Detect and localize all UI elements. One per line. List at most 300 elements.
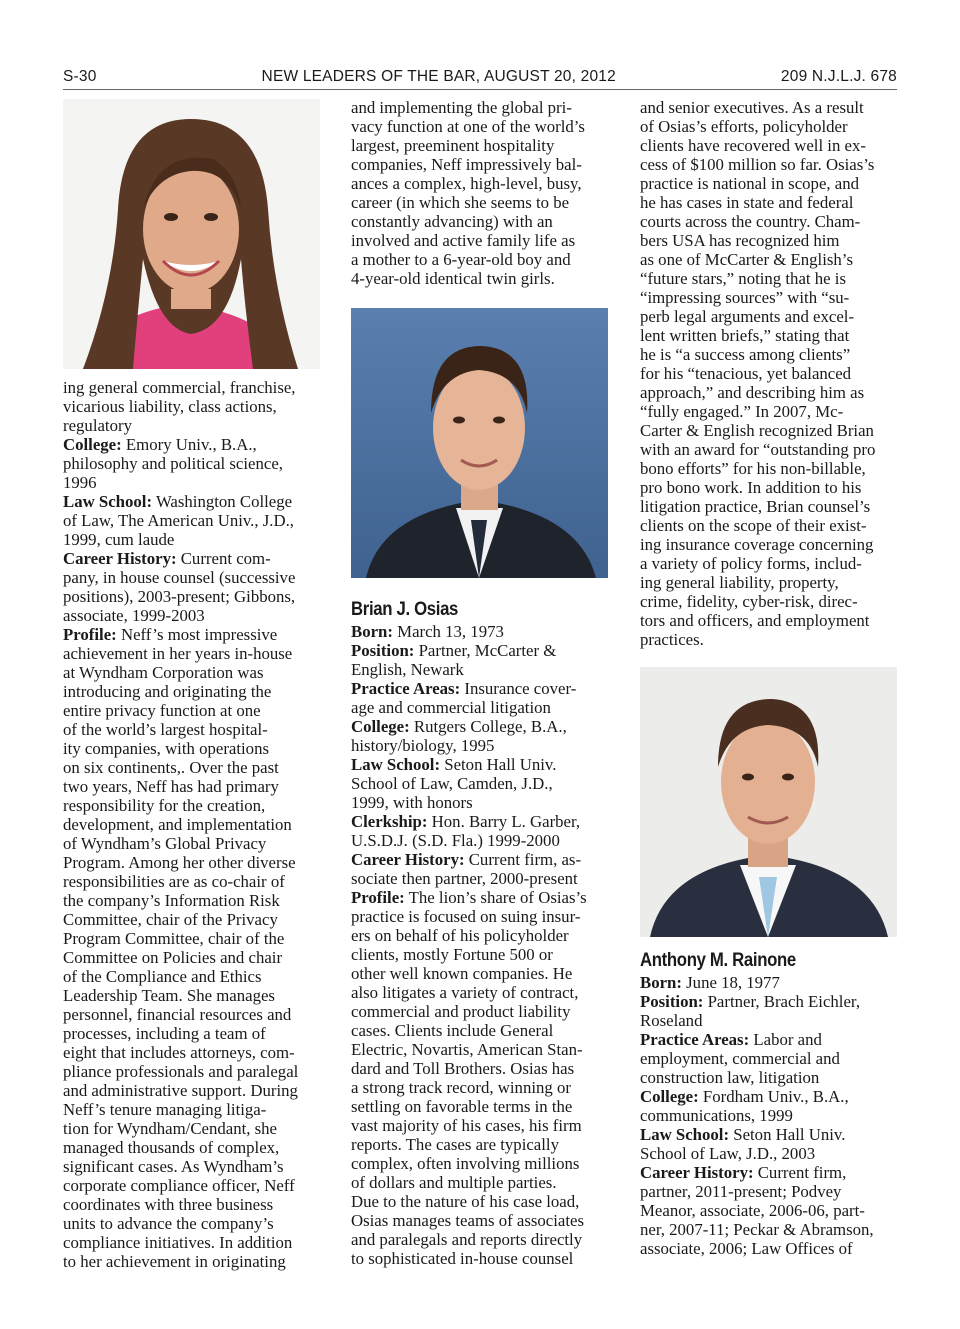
text-line [351, 136, 613, 155]
line-text: two years, Neff has had primary [63, 777, 279, 796]
line-text: regulatory [63, 416, 132, 435]
text-line [351, 964, 613, 983]
text-line [640, 383, 902, 402]
osias-name: Brian J. Osias [351, 598, 459, 620]
field-label: Practice Areas: [351, 679, 461, 698]
line-text: Meanor, associate, 2006-06, part- [640, 1201, 865, 1220]
text-line [640, 973, 902, 992]
text-line [63, 1119, 325, 1138]
line-text: a mother to a 6-year-old boy and [351, 250, 571, 269]
line-text: managed thousands of complex, [63, 1138, 280, 1157]
text-line [63, 663, 325, 682]
line-text: Washington College [152, 492, 293, 511]
line-text: approach,” and describing him as [640, 383, 865, 402]
line-text: history/biology, 1995 [351, 736, 495, 755]
text-line [63, 1081, 325, 1100]
line-text: Leadership Team. She manages [63, 986, 275, 1005]
text-line [351, 1249, 613, 1268]
line-text: and senior executives. As a result [640, 98, 864, 117]
text-line [63, 929, 325, 948]
text-line [63, 1157, 325, 1176]
line-text: involved and active family life as [351, 231, 576, 250]
text-line [351, 983, 613, 1002]
text-line [351, 1040, 613, 1059]
text-line [63, 511, 325, 530]
field-label: Position: [351, 641, 415, 660]
text-line [640, 364, 902, 383]
line-text: vast majority of his cases, his firm [351, 1116, 582, 1135]
text-line [63, 986, 325, 1005]
text-line [351, 212, 613, 231]
neff-portrait [63, 99, 320, 369]
text-line [640, 231, 902, 250]
text-line [63, 701, 325, 720]
line-text: of the world’s largest hospital- [63, 720, 268, 739]
text-line [63, 967, 325, 986]
line-text: as one of McCarter & English’s [640, 250, 853, 269]
text-line [351, 1097, 613, 1116]
osias-bio [351, 598, 613, 1268]
text-line [63, 416, 325, 435]
text-line [640, 326, 902, 345]
line-text: Current firm, as- [464, 850, 582, 869]
text-line [640, 174, 902, 193]
field-label: College: [63, 435, 122, 454]
line-text: at Wyndham Corporation was [63, 663, 264, 682]
column-2-top-text [351, 98, 613, 288]
field-label: Law School: [640, 1125, 730, 1144]
text-line [640, 421, 902, 440]
line-text: “future stars,” noting that he is [640, 269, 846, 288]
line-text: Electric, Novartis, American Stan- [351, 1040, 583, 1059]
text-line [351, 269, 613, 288]
page-number: S-30 [63, 68, 97, 85]
line-text: Seton Hall Univ. [729, 1125, 846, 1144]
text-line [640, 288, 902, 307]
text-line [63, 758, 325, 777]
line-text: career (in which she seems to be [351, 193, 570, 212]
text-line [351, 717, 613, 736]
line-text: ers on behalf of his policyholder [351, 926, 569, 945]
line-text: achievement in her years in-house [63, 644, 293, 663]
line-text: units to advance the company’s [63, 1214, 274, 1233]
text-line [351, 831, 613, 850]
line-text: School of Law, J.D., 2003 [640, 1144, 816, 1163]
line-text: development, and implementation [63, 815, 292, 834]
line-text: Program Committee, chair of the [63, 929, 285, 948]
text-line [351, 1002, 613, 1021]
text-line [63, 473, 325, 492]
line-text: he is “a success among clients” [640, 345, 851, 364]
line-text: ity companies, with operations [63, 739, 269, 758]
text-line [640, 98, 902, 117]
text-line [351, 869, 613, 888]
line-text: clients have recovered well in ex- [640, 136, 866, 155]
line-text: “impressing sources” with “su- [640, 288, 850, 307]
line-text: employment, commercial and [640, 1049, 840, 1068]
text-line [63, 530, 325, 549]
line-text: tion for Wyndham/Cendant, she [63, 1119, 278, 1138]
text-line [63, 739, 325, 758]
text-line [351, 1116, 613, 1135]
rainone-name: Anthony M. Rainone [640, 949, 796, 971]
line-text: practices. [640, 630, 704, 649]
line-text: Osias manages teams of associates [351, 1211, 585, 1230]
line-text: he has cases in state and federal [640, 193, 854, 212]
rainone-bio [640, 949, 902, 1258]
text-line [640, 1239, 902, 1258]
line-text: 1999, cum laude [63, 530, 175, 549]
line-text: crime, fidelity, cyber-risk, direc- [640, 592, 858, 611]
line-text: bono efforts” for his non-billable, [640, 459, 866, 478]
line-text: eight that includes attorneys, com- [63, 1043, 295, 1062]
neff-photo [63, 99, 320, 369]
text-line [640, 136, 902, 155]
line-text: ing general commercial, franchise, [63, 378, 296, 397]
line-text: Hon. Barry L. Garber, [427, 812, 581, 831]
line-text: associate, 2006; Law Offices of [640, 1239, 853, 1258]
text-line [351, 98, 613, 117]
text-line [640, 1144, 902, 1163]
line-text: lent written briefs,” stating that [640, 326, 850, 345]
line-text: practice is national in scope, and [640, 174, 860, 193]
text-line [351, 1230, 613, 1249]
osias-portrait [351, 308, 608, 578]
field-label: Law School: [63, 492, 153, 511]
line-text: 1999, with honors [351, 793, 473, 812]
text-line [351, 945, 613, 964]
line-text: responsibility for the creation, [63, 796, 266, 815]
line-text: tors and officers, and employment [640, 611, 870, 630]
text-line [351, 774, 613, 793]
field-label: Career History: [63, 549, 177, 568]
text-line [351, 1078, 613, 1097]
line-text: Insurance cover- [460, 679, 577, 698]
text-line [63, 1043, 325, 1062]
text-line [63, 625, 325, 644]
text-line [63, 1214, 325, 1233]
text-line [640, 1220, 902, 1239]
line-text: Program. Among her other diverse [63, 853, 296, 872]
line-text: reports. The cases are typically [351, 1135, 559, 1154]
line-text: 4-year-old identical twin girls. [351, 269, 555, 288]
line-text: processes, including a team of [63, 1024, 266, 1043]
line-text: sociate then partner, 2000-present [351, 869, 578, 888]
line-text: with an award for “outstanding pro [640, 440, 876, 459]
line-text: U.S.D.J. (S.D. Fla.) 1999-2000 [351, 831, 560, 850]
text-line [63, 682, 325, 701]
text-line [640, 992, 902, 1011]
text-line [351, 193, 613, 212]
line-text: ances a complex, high-level, busy, [351, 174, 582, 193]
line-text: construction law, litigation [640, 1068, 820, 1087]
line-text: ing general liability, property, [640, 573, 839, 592]
text-line [640, 1011, 902, 1030]
text-line [351, 736, 613, 755]
text-line [640, 250, 902, 269]
column-3-top-text [640, 98, 902, 649]
osias-photo [351, 308, 608, 578]
text-line [640, 497, 902, 516]
line-text: perb legal arguments and excel- [640, 307, 855, 326]
text-line [63, 1176, 325, 1195]
line-text: corporate compliance officer, Neff [63, 1176, 295, 1195]
line-text: a strong track record, winning or [351, 1078, 571, 1097]
line-text: introducing and originating the [63, 682, 272, 701]
line-text: a variety of policy forms, includ- [640, 554, 862, 573]
text-line [640, 1182, 902, 1201]
line-text: dard and Toll Brothers. Osias has [351, 1059, 575, 1078]
text-line [640, 611, 902, 630]
field-label: College: [640, 1087, 699, 1106]
line-text: Committee, chair of the Privacy [63, 910, 278, 929]
line-text: age and commercial litigation [351, 698, 551, 717]
text-line [63, 872, 325, 891]
text-line [640, 1106, 902, 1125]
text-line [640, 1201, 902, 1220]
text-line [640, 212, 902, 231]
line-text: associate, 1999-2003 [63, 606, 205, 625]
text-line [351, 1021, 613, 1040]
text-line [351, 174, 613, 193]
line-text: June 18, 1977 [681, 973, 780, 992]
text-line [640, 402, 902, 421]
text-line [640, 573, 902, 592]
text-line [640, 193, 902, 212]
text-line [63, 1252, 325, 1271]
line-text: cess of $100 million so far. Osias’s [640, 155, 875, 174]
text-line [351, 1059, 613, 1078]
text-line [351, 755, 613, 774]
line-text: Labor and [749, 1030, 822, 1049]
text-line [640, 1163, 902, 1182]
text-line [640, 554, 902, 573]
text-line [351, 155, 613, 174]
line-text: Due to the nature of his case load, [351, 1192, 580, 1211]
text-line [351, 850, 613, 869]
field-label: Practice Areas: [640, 1030, 750, 1049]
column-1-text [63, 378, 325, 1271]
text-line [640, 630, 902, 649]
line-text: on six continents,. Over the past [63, 758, 279, 777]
line-text: philosophy and political science, [63, 454, 283, 473]
text-line [351, 679, 613, 698]
text-line [63, 948, 325, 967]
line-text: entire privacy function at one [63, 701, 261, 720]
text-line [63, 587, 325, 606]
text-line [351, 1173, 613, 1192]
text-line [351, 1192, 613, 1211]
text-line [351, 888, 613, 907]
text-line [640, 1030, 902, 1049]
line-text: Current com- [176, 549, 271, 568]
text-line [63, 397, 325, 416]
line-text: constantly advancing) with an [351, 212, 553, 231]
rainone-portrait [640, 667, 897, 937]
line-text: and administrative support. During [63, 1081, 298, 1100]
text-line [351, 622, 613, 641]
line-text: clients, mostly Fortune 500 or [351, 945, 553, 964]
line-text: “fully engaged.” In 2007, Mc- [640, 402, 844, 421]
line-text: 1996 [63, 473, 97, 492]
text-line [63, 492, 325, 511]
text-line [351, 926, 613, 945]
text-line [63, 815, 325, 834]
text-line [640, 440, 902, 459]
text-line [63, 1233, 325, 1252]
text-line [63, 1138, 325, 1157]
line-text: to sophisticated in-house counsel [351, 1249, 574, 1268]
line-text: of Wyndham’s Global Privacy [63, 834, 267, 853]
text-line [63, 891, 325, 910]
text-line [640, 478, 902, 497]
line-text: Fordham Univ., B.A., [698, 1087, 849, 1106]
line-text: of Law, The American Univ., J.D., [63, 511, 294, 530]
text-line [63, 644, 325, 663]
line-text: courts across the country. Cham- [640, 212, 861, 231]
line-text: cases. Clients include General [351, 1021, 554, 1040]
text-line [640, 155, 902, 174]
line-text: and paralegals and reports directly [351, 1230, 583, 1249]
text-line [63, 1024, 325, 1043]
line-text: for his “tenacious, yet balanced [640, 364, 852, 383]
line-text: vicarious liability, class actions, [63, 397, 277, 416]
text-line [63, 796, 325, 815]
text-line [640, 307, 902, 326]
citation: 209 N.J.L.J. 678 [780, 68, 897, 85]
line-text: personnel, financial resources and [63, 1005, 292, 1024]
line-text: partner, 2011-present; Podvey [640, 1182, 842, 1201]
line-text: companies, Neff impressively bal- [351, 155, 582, 174]
line-text: compliance initiatives. In addition [63, 1233, 293, 1252]
text-line [640, 592, 902, 611]
line-text: complex, often involving millions [351, 1154, 580, 1173]
line-text: Seton Hall Univ. [440, 755, 557, 774]
line-text: March 13, 1973 [392, 622, 504, 641]
field-label: Career History: [640, 1163, 754, 1182]
text-line [640, 345, 902, 364]
text-line [63, 549, 325, 568]
text-line [351, 907, 613, 926]
text-line [351, 1135, 613, 1154]
line-text: ner, 2007-11; Peckar & Abramson, [640, 1220, 874, 1239]
text-line [63, 1062, 325, 1081]
text-line [640, 516, 902, 535]
text-line [63, 454, 325, 473]
line-text: pliance professionals and paralegal [63, 1062, 299, 1081]
text-line [351, 1211, 613, 1230]
line-text: Committee on Policies and chair [63, 948, 283, 967]
text-line [351, 641, 613, 660]
text-line [640, 117, 902, 136]
line-text: bers USA has recognized him [640, 231, 840, 250]
line-text: The lion’s share of Osias’s [404, 888, 587, 907]
text-line [640, 1049, 902, 1068]
line-text: of dollars and multiple parties. [351, 1173, 557, 1192]
field-label: Born: [640, 973, 682, 992]
text-line [351, 231, 613, 250]
text-line [63, 720, 325, 739]
line-text: the company’s Information Risk [63, 891, 280, 910]
text-line [351, 812, 613, 831]
line-text: School of Law, Camden, J.D., [351, 774, 553, 793]
field-label: Career History: [351, 850, 465, 869]
line-text: responsibilities are as co-chair of [63, 872, 285, 891]
line-text: largest, preeminent hospitality [351, 136, 555, 155]
text-line [351, 698, 613, 717]
line-text: Emory Univ., B.A., [121, 435, 257, 454]
field-label: Profile: [63, 625, 117, 644]
text-line [640, 269, 902, 288]
text-line [640, 1125, 902, 1144]
field-label: Profile: [351, 888, 405, 907]
line-text: vacy function at one of the world’s [351, 117, 585, 136]
line-text: Carter & English recognized Brian [640, 421, 874, 440]
text-line [351, 117, 613, 136]
line-text: Partner, McCarter & [414, 641, 557, 660]
line-text: litigation practice, Brian counsel’s [640, 497, 871, 516]
text-line [63, 834, 325, 853]
line-text: to her achievement in originating [63, 1252, 286, 1271]
text-line [63, 853, 325, 872]
field-label: Position: [640, 992, 704, 1011]
page-header [63, 64, 897, 90]
line-text: and implementing the global pri- [351, 98, 572, 117]
text-line [640, 1068, 902, 1087]
text-line [63, 378, 325, 397]
line-text: of Osias’s efforts, policyholder [640, 117, 848, 136]
line-text: Neff’s most impressive [116, 625, 278, 644]
line-text: clients on the scope of their exist- [640, 516, 867, 535]
line-text: ing insurance coverage concerning [640, 535, 874, 554]
line-text: other well known companies. He [351, 964, 573, 983]
line-text: Roseland [640, 1011, 703, 1030]
line-text: pany, in house counsel (successive [63, 568, 296, 587]
line-text: settling on favorable terms in the [351, 1097, 573, 1116]
text-line [63, 435, 325, 454]
line-text: practice is focused on suing insur- [351, 907, 581, 926]
line-text: also litigates a variety of contract, [351, 983, 579, 1002]
text-line [640, 535, 902, 554]
line-text: commercial and product liability [351, 1002, 571, 1021]
line-text: pro bono work. In addition to his [640, 478, 862, 497]
line-text: positions), 2003-present; Gibbons, [63, 587, 296, 606]
line-text: Current firm, [753, 1163, 847, 1182]
text-line [351, 1154, 613, 1173]
text-line [351, 660, 613, 679]
text-line [63, 1005, 325, 1024]
line-text: Rutgers College, B.A., [409, 717, 567, 736]
text-line [63, 606, 325, 625]
field-label: Clerkship: [351, 812, 428, 831]
text-line [640, 1087, 902, 1106]
text-line [640, 459, 902, 478]
field-label: Law School: [351, 755, 441, 774]
text-line [351, 250, 613, 269]
text-line [63, 568, 325, 587]
line-text: significant cases. As Wyndham’s [63, 1157, 284, 1176]
text-line [351, 793, 613, 812]
publication-title: NEW LEADERS OF THE BAR, AUGUST 20, 2012 [261, 68, 616, 85]
line-text: of the Compliance and Ethics [63, 967, 262, 986]
line-text: Partner, Brach Eichler, [703, 992, 861, 1011]
rainone-photo [640, 667, 897, 937]
field-label: College: [351, 717, 410, 736]
text-line [63, 910, 325, 929]
line-text: English, Newark [351, 660, 464, 679]
text-line [63, 1100, 325, 1119]
text-line [63, 777, 325, 796]
